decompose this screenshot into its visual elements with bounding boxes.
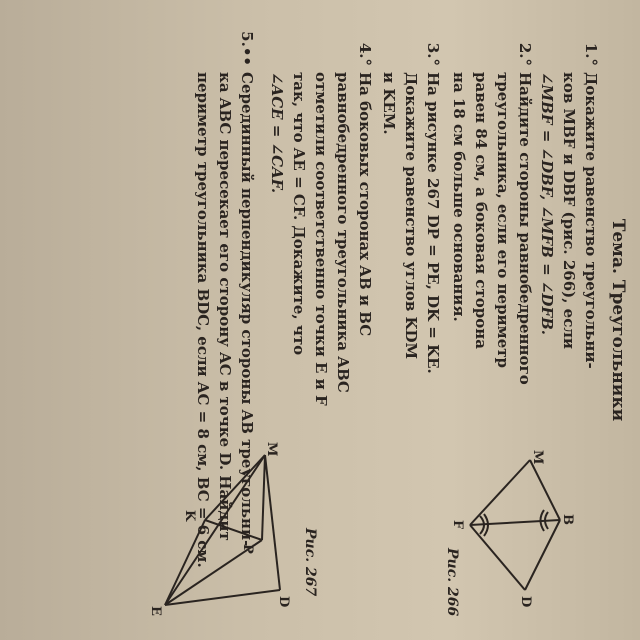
problem-line: Найдите стороны равнобедренного — [516, 72, 534, 385]
problem-number: 3.° — [424, 42, 442, 66]
label-D: D — [276, 596, 291, 608]
problem-line: ка ABC пересекает его сторону AC в точке D. Найдит — [216, 72, 234, 541]
problem-line: ков MBF и DBF (рис. 266), если — [560, 72, 578, 350]
problem-number: 2.° — [516, 42, 534, 66]
label-F: F — [450, 520, 465, 530]
problem-line: и KEM. — [380, 72, 398, 135]
problem-line: треугольника, если его периметр — [494, 72, 512, 369]
figure-267-caption: Рис. 267 — [302, 528, 318, 597]
figure-266 — [450, 450, 575, 610]
problem-line: ∠MBF = ∠DBF, ∠MFB = ∠DFB. — [538, 72, 556, 335]
label-P: P — [240, 544, 255, 554]
problem-2 — [448, 30, 536, 385]
problem-line: так, что AE = CF. Докажите, что — [290, 72, 308, 356]
problem-line: На рисунке 267 DP = PE, DK = KE. — [424, 72, 442, 374]
problem-number: 4.° — [356, 42, 374, 66]
problem-4 — [266, 30, 376, 406]
label-D: D — [518, 596, 533, 608]
figure-266-caption: Рис. 266 — [444, 548, 460, 617]
problem-number: 1.° — [582, 42, 600, 66]
page-title: Тема. Треугольники — [608, 218, 628, 422]
problem-line: периметр треугольника BDC, если AC = 8 см, BC = 6 см. — [194, 72, 212, 568]
problem-line: на 18 см больше основания. — [450, 72, 468, 322]
problem-line: равнобедренного треугольника ABC — [334, 72, 352, 393]
label-K: K — [182, 510, 197, 522]
problem-3 — [378, 30, 444, 374]
problem-line: Докажите равенство треугольни- — [582, 72, 600, 369]
problem-line: отметили соответственно точки E и F — [312, 72, 330, 406]
problem-line: ∠ACE = ∠CAF. — [268, 72, 286, 194]
problem-line: Серединный перпендикуляр стороны AB треугольни- — [238, 72, 256, 547]
problem-1 — [536, 30, 602, 369]
problem-line: Докажите равенство углов KDM — [402, 72, 420, 360]
label-B: B — [560, 514, 575, 525]
problem-number: 5.•• — [238, 31, 256, 66]
label-M: M — [264, 442, 279, 457]
problem-line: равен 84 см, а боковая сторона — [472, 72, 490, 349]
label-E: E — [148, 606, 163, 616]
problem-line: На боковых сторонах AB и BC — [356, 72, 374, 337]
figure-267 — [150, 440, 290, 620]
label-M: M — [530, 450, 545, 465]
